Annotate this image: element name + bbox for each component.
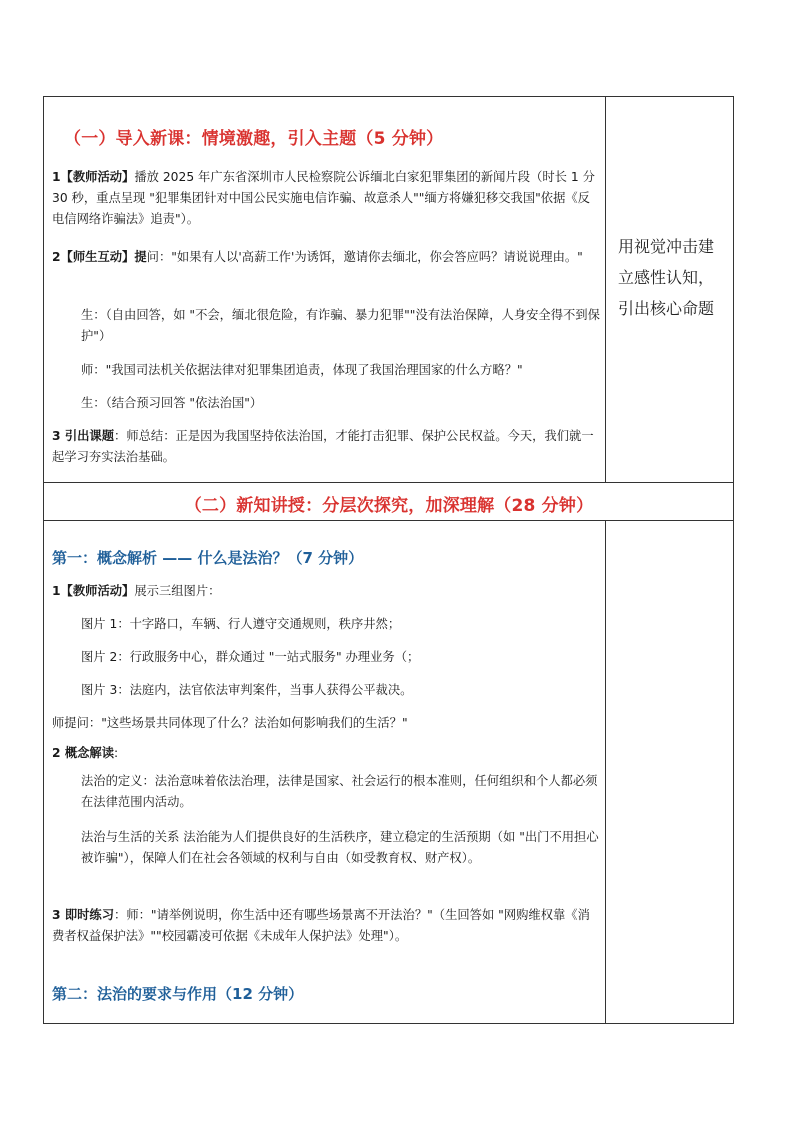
intro-interaction bbox=[52, 247, 600, 268]
intro-teacher-activity bbox=[52, 167, 600, 230]
lesson-plan-table bbox=[43, 96, 734, 1024]
concept-teacher-activity bbox=[52, 581, 600, 602]
concept-explanation-colon: : bbox=[114, 746, 119, 760]
new-knowledge-section bbox=[52, 521, 600, 1024]
intro-interaction-text: 问："如果有人以'高薪工作'为诱饵，邀请你去缅北，你会答应吗？请说说理由。" bbox=[146, 250, 583, 264]
intro-teacher-question: 师："我国司法机关依据法律对犯罪集团追责，体现了我国治理国家的什么方略？" bbox=[81, 363, 523, 377]
intro-topic bbox=[52, 426, 600, 468]
instant-practice-text: ：师："请举例说明，你生活中还有哪些场景离不开法治？"（生回答如 "网购维权靠《消费者权益保护法》""校园霸凌可依据《未成年人保护法》处理"）。 bbox=[52, 908, 590, 943]
concept-explanation-title bbox=[52, 743, 600, 764]
intro-section bbox=[52, 97, 600, 482]
intro-interaction-lead: 2【师生互动】 bbox=[52, 250, 135, 264]
new-knowledge-heading: （二）新知讲授：分层次探究，加深理解（28 分钟） bbox=[184, 496, 594, 516]
intro-topic-lead: 3 引出课题 bbox=[52, 429, 115, 443]
intro-topic-text: ：师总结：正是因为我国坚持依法治国，才能打击犯罪、保护公民权益。今天，我们就一起学习夯实法治基础。 bbox=[52, 429, 594, 464]
intro-teacher-activity-text: 播放 2025 年广东省深圳市人民检察院公诉缅北白家犯罪集团的新闻片段（时长 1 分 30 秒，重点呈现 "犯罪集团针对中国公民实施电信诈骗、故意杀人""缅方将嫌犯移交我国"依据《反电信网络诈骗法》追责"）。 bbox=[52, 170, 595, 226]
column-divider-bottom bbox=[605, 520, 606, 1024]
requirements-subheading: 第二：法治的要求与作用（12 分钟） bbox=[52, 985, 304, 1003]
rule-of-law-definition: 法治的定义：法治意味着依法治理，法律是国家、社会运行的根本准则，任何组织和个人都必须在法律范围内活动。 bbox=[81, 774, 598, 809]
picture-3-caption: 图片 3：法庭内，法官依法审判案件，当事人获得公平裁决。 bbox=[81, 683, 413, 697]
concept-teacher-activity-text: 展示三组图片： bbox=[134, 584, 221, 598]
concept-teacher-question: 师提问："这些场景共同体现了什么？法治如何影响我们的生活？" bbox=[52, 716, 408, 730]
concept-explanation-lead: 2 概念解读 bbox=[52, 746, 115, 760]
new-knowledge-heading-row bbox=[44, 483, 734, 521]
instant-practice-lead: 3 即时练习 bbox=[52, 908, 115, 922]
intro-side-note: 用视觉冲击建立感性认知，引出核心命题 bbox=[618, 237, 715, 318]
concept-subheading: 第一：概念解析 —— 什么是法治？（7 分钟） bbox=[52, 549, 364, 567]
rule-of-law-life-relation: 法治与生活的关系 法治能为人们提供良好的生活秩序，建立稳定的生活预期（如 "出门不用担心被诈骗"），保障人们在社会各领域的权利与自由（如受教育权、财产权）。 bbox=[81, 830, 599, 865]
intro-teacher-activity-lead: 1【教师活动】 bbox=[52, 170, 135, 184]
instant-practice bbox=[52, 905, 600, 947]
picture-2-caption: 图片 2：行政服务中心，群众通过 "一站式服务" 办理业务（； bbox=[81, 650, 420, 664]
intro-side-note-cell bbox=[606, 97, 734, 482]
concept-teacher-activity-lead: 1【教师活动】 bbox=[52, 584, 135, 598]
intro-heading: （一）导入新课：情境激趣，引入主题（5 分钟） bbox=[64, 129, 444, 149]
intro-student-answer-1: 生：（自由回答，如 "不会，缅北很危险，有诈骗、暴力犯罪""没有法治保障，人身安全得不到保护"） bbox=[81, 308, 600, 343]
picture-1-caption: 图片 1：十字路口，车辆、行人遵守交通规则，秩序井然； bbox=[81, 617, 401, 631]
intro-interaction-ask: 提 bbox=[134, 250, 147, 264]
intro-student-answer-2: 生：（结合预习回答 "依法治国"） bbox=[81, 396, 263, 410]
